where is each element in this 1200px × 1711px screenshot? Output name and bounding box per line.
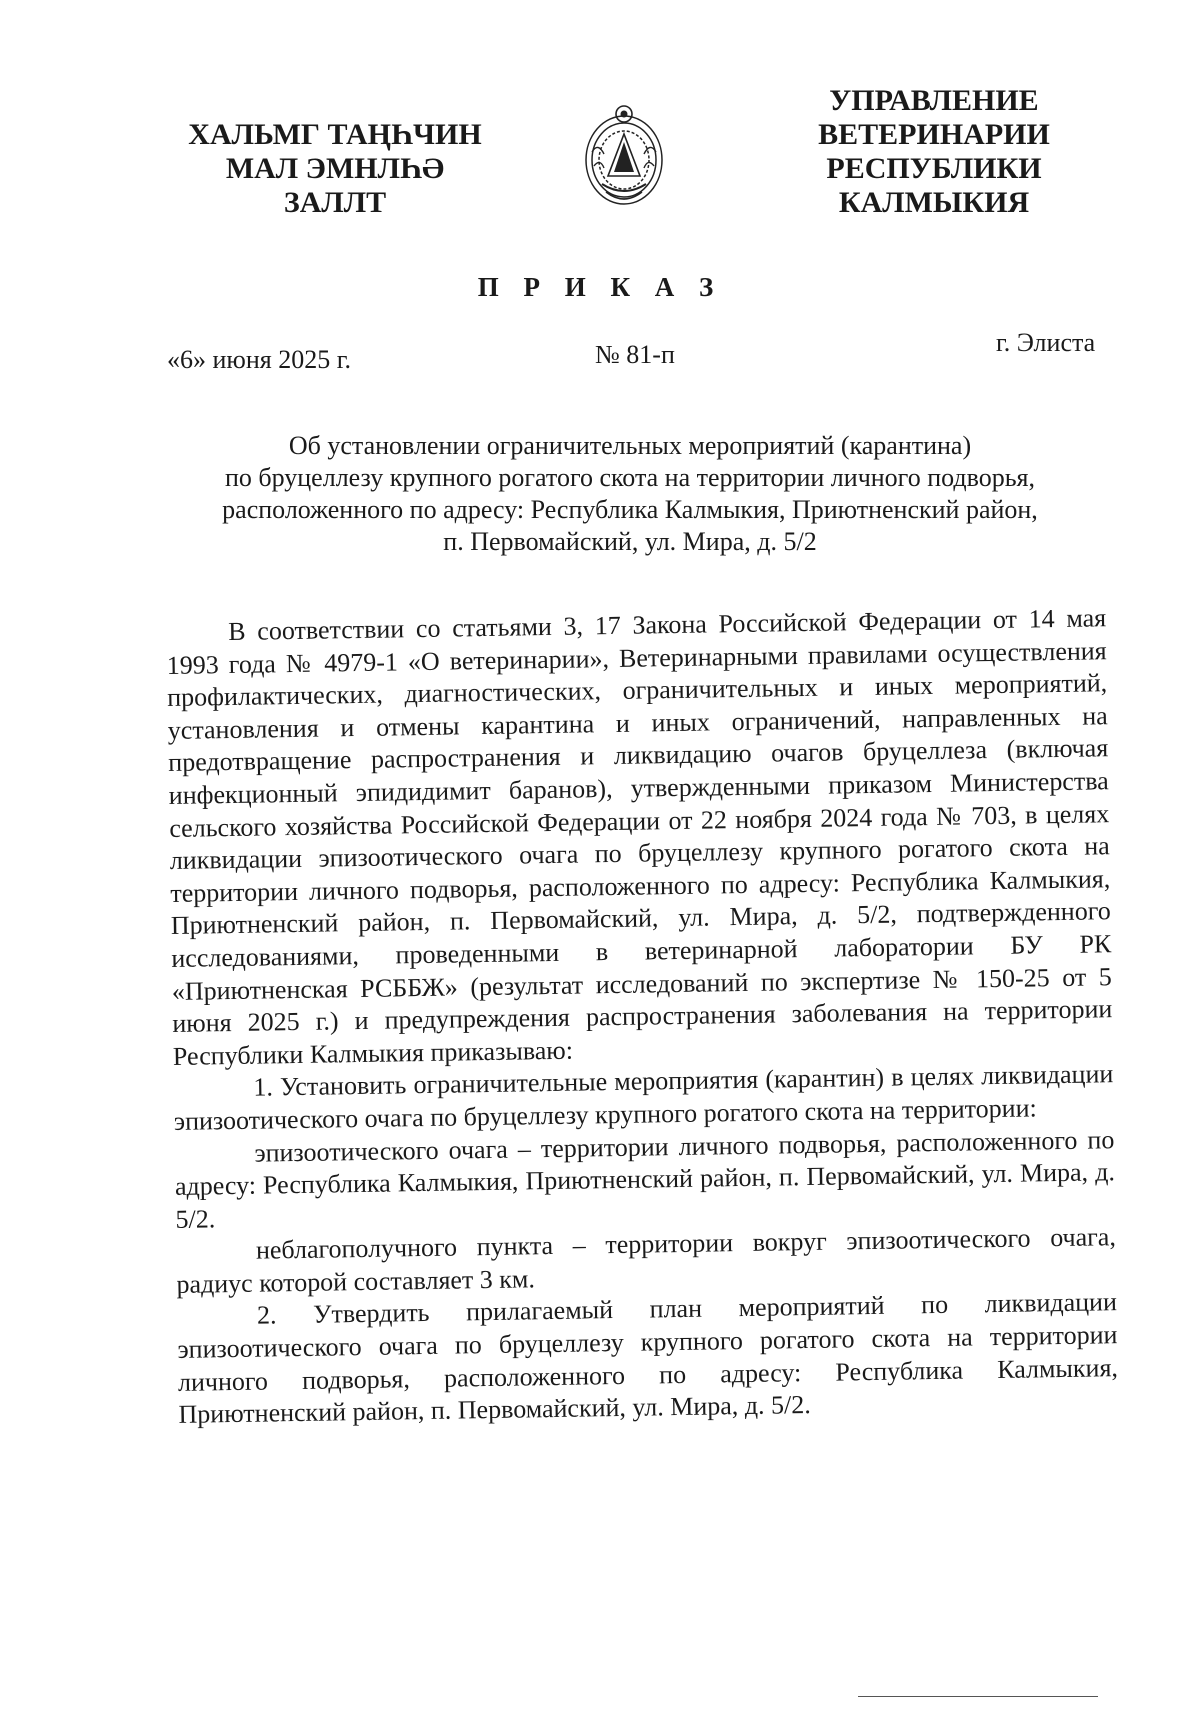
subject-line-1: Об установлении ограничительных мероприятий (карантина) bbox=[288, 431, 972, 460]
order-date: «6» июня 2025 г. bbox=[167, 345, 351, 374]
header-kalmyk-line-1: ХАЛЬМГ ТАҢҺЧИН bbox=[188, 118, 482, 151]
header-russian-line-4: КАЛМЫКИЯ bbox=[838, 186, 1030, 219]
body-paragraph-preamble: В соответствии со статьями 3, 17 Закона Российской Федерации от 14 мая 1993 года № 4979-1 «О ветеринарии», Ветеринарными правилами осуществления профилактических, диагностических, ограничительных и иных мероприятий, установления и отмены карантина и иных ограничений, направленных на предотвращение распространения и ликвидацию очагов бруцеллеза (включая инфекционный эпидидимит баранов), утвержденными приказом Министерства сельского хозяйства Российской Федерации от 22 ноября 2024 года № 703, в целях ликвидации эпизоотического очага по бруцеллезу крупного рогатого скота на территории личного подворья, расположенного по адресу: Республика Калмыкия, Приютненский район, п. Первомайский, ул. Мира, д. 5/2, подтвержденного исследованиями, проведенными в ветеринарной лаборатории БУ РК «Приютненская РСББЖ» (результат исследований по экспертизе № 150-25 от 5 июня 2025 г.) и предупреждения распространения заболевания на территории Республики Калмыкия приказываю: bbox=[166, 603, 1113, 1071]
body-paragraph-item-1-zone: неблагополучного пункта – территории вокруг эпизоотического очага, радиус которой составляет 3 км. bbox=[176, 1222, 1117, 1299]
body-paragraph-item-1: 1. Установить ограничительные мероприятия (карантин) в целях ликвидации эпизоотического очага по бруцеллезу крупного рогатого скота на территории: bbox=[173, 1059, 1114, 1136]
body-paragraph-item-1-focus: эпизоотического очага – территории личного подворья, расположенного по адресу: Республика Калмыкия, Приютненский район, п. Первомайский, ул. Мира, д. 5/2. bbox=[174, 1124, 1116, 1234]
header-russian-line-2: ВЕТЕРИНАРИИ bbox=[818, 118, 1050, 151]
header-kalmyk-line-2: МАЛ ЭМНЛҺӘ bbox=[225, 152, 445, 185]
kalmykia-emblem-icon bbox=[580, 102, 668, 212]
header-kalmyk-line-3: ЗАЛЛТ bbox=[283, 186, 387, 219]
subject-line-2: по бруцеллезу крупного рогатого скота на территории личного подворья, bbox=[224, 463, 1036, 492]
body-paragraph-item-2: 2. Утвердить прилагаемый план мероприятий по ликвидации эпизоотического очага по бруцеллезу крупного рогатого скота на территории личного подворья, расположенного по адресу: Республика Калмыкия, Приютненский район, п. Первомайский, ул. Мира, д. 5/2. bbox=[177, 1287, 1119, 1430]
header-kalmyk bbox=[170, 118, 500, 220]
subject-line-4: п. Первомайский, ул. Мира, д. 5/2 bbox=[443, 527, 817, 556]
order-body bbox=[166, 602, 1119, 1432]
header-russian-line-3: РЕСПУБЛИКИ bbox=[826, 152, 1042, 185]
order-number: № 81-п bbox=[595, 340, 675, 369]
order-city: г. Элиста bbox=[996, 328, 1096, 357]
subject-line-3: расположенного по адресу: Республика Калмыкия, Приютненский район, bbox=[222, 495, 1038, 524]
header-russian-line-1: УПРАВЛЕНИЕ bbox=[829, 84, 1039, 117]
order-subject bbox=[160, 430, 1100, 558]
header-russian bbox=[800, 84, 1068, 220]
footer-divider bbox=[858, 1696, 1098, 1697]
order-title: П Р И К А З bbox=[477, 272, 723, 302]
